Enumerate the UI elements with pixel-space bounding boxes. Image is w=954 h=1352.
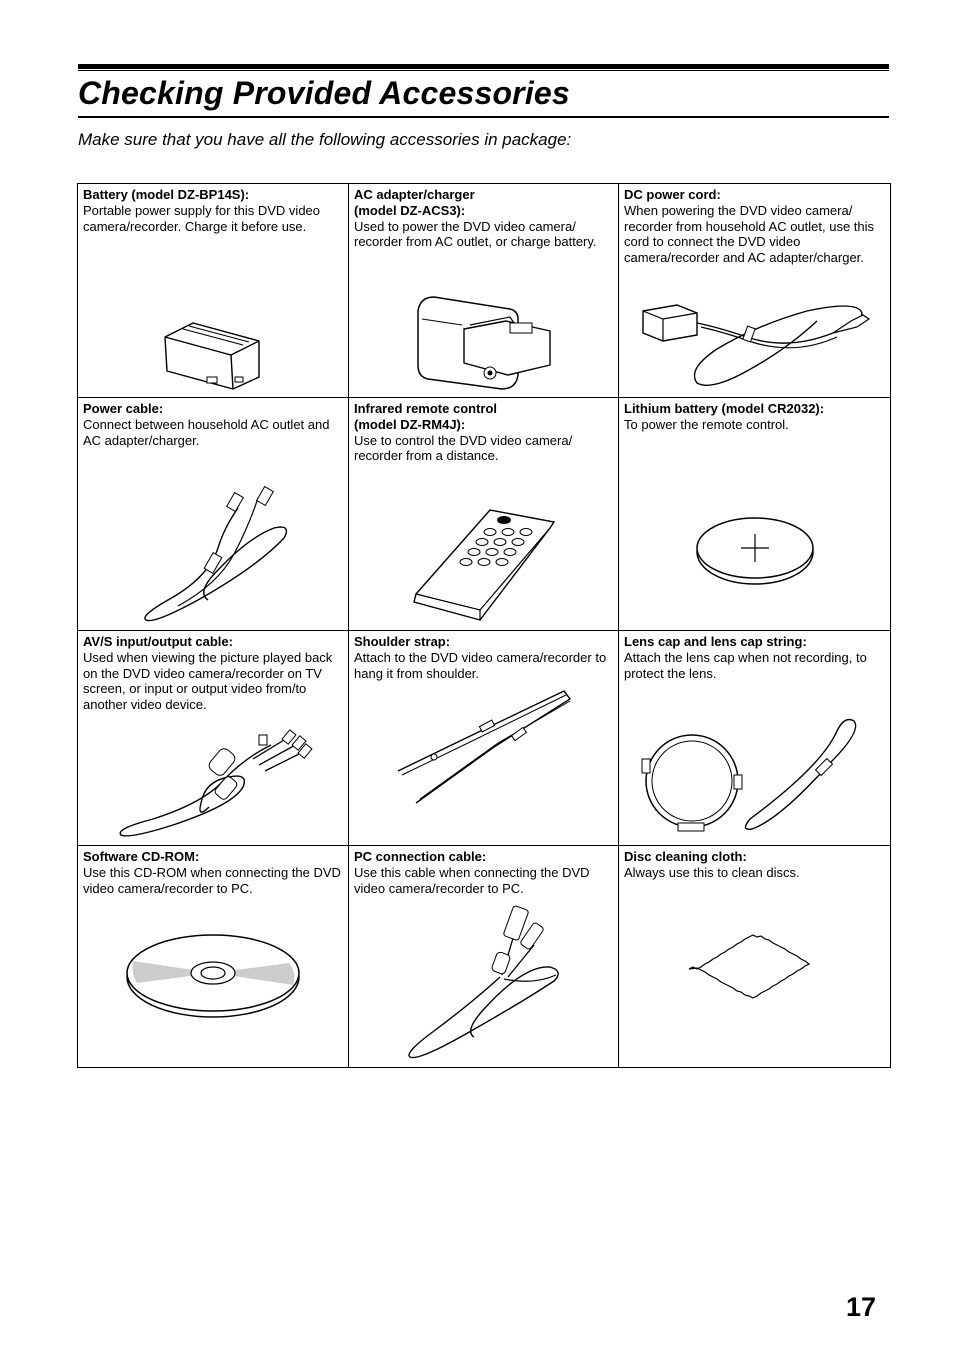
top-rule: [78, 64, 889, 69]
intro-text: Make sure that you have all the following accessories in package:: [78, 130, 572, 149]
accessory-name: DC power cord:: [624, 187, 721, 202]
accessory-cell-remote-control: [349, 398, 619, 631]
accessory-cell-cleaning-cloth: [619, 846, 891, 1068]
remote-control-icon: [410, 506, 558, 624]
accessory-cell-shoulder-strap: [349, 631, 619, 846]
accessory-name: Battery (model DZ-BP14S):: [83, 187, 250, 202]
accessory-desc: Attach to the DVD video camera/recorder to hang it from shoulder.: [354, 649, 607, 681]
accessory-name: Lens cap and lens cap string:: [624, 634, 807, 649]
top-rule-thin: [78, 70, 889, 71]
shoulder-strap-icon: [394, 687, 574, 807]
accessory-name: Power cable:: [83, 401, 164, 416]
accessory-cell-cd-rom: [78, 846, 349, 1068]
accessory-cell-battery: [78, 184, 349, 398]
page-number: 17: [846, 1292, 877, 1322]
accessory-cell-ac-adapter: [349, 184, 619, 398]
title-underline: [78, 116, 889, 118]
accessory-desc: Use to control the DVD video camera/ recorder from a distance.: [354, 432, 573, 464]
accessory-name: Software CD-ROM:: [83, 849, 200, 864]
dc-cord-icon: [637, 291, 873, 391]
cd-rom-icon: [125, 933, 301, 1017]
accessory-desc: Attach the lens cap when not recording, to protect the lens.: [624, 649, 867, 681]
cleaning-cloth-icon: [685, 933, 825, 1013]
lens-cap-icon: [640, 719, 870, 839]
accessory-cell-dc-cord: [619, 184, 891, 398]
accessory-desc: Always use this to clean discs.: [624, 864, 800, 880]
accessory-name: Lithium battery (model CR2032):: [624, 401, 825, 416]
accessory-name: Infrared remote control (model DZ-RM4J):: [354, 401, 498, 432]
battery-icon: [163, 319, 263, 391]
ac-adapter-icon: [414, 295, 554, 391]
accessory-desc: Use this cable when connecting the DVD video camera/recorder to PC.: [354, 864, 590, 896]
power-cable-icon: [138, 488, 288, 624]
accessory-cell-power-cable: [78, 398, 349, 631]
accessory-name: Disc cleaning cloth:: [624, 849, 747, 864]
accessory-desc: Used when viewing the picture played back on the DVD video camera/recorder on TV screen, or input or output video from/to another video device.: [83, 649, 333, 713]
accessory-cell-av-cable: [78, 631, 349, 846]
accessory-desc: When powering the DVD video camera/ recorder from household AC outlet, use this cord to connect the DVD video camera/recorder and AC adapter/charger.: [624, 202, 875, 266]
coin-battery-icon: [695, 516, 815, 586]
page-title: Checking Provided Accessories: [78, 75, 570, 111]
accessory-cell-usb-cable: [349, 846, 619, 1068]
accessory-name: AV/S input/output cable:: [83, 634, 233, 649]
accessory-desc: To power the remote control.: [624, 416, 789, 432]
accessory-desc: Use this CD-ROM when connecting the DVD video camera/recorder to PC.: [83, 864, 341, 896]
accessory-cell-lens-cap: [619, 631, 891, 846]
accessory-desc: Portable power supply for this DVD video camera/recorder. Charge it before use.: [83, 202, 321, 234]
usb-cable-icon: [404, 905, 564, 1061]
accessory-desc: Used to power the DVD video camera/ recorder from AC outlet, or charge battery.: [354, 218, 597, 250]
accessories-table: [77, 183, 891, 1068]
accessory-name: PC connection cable:: [354, 849, 487, 864]
accessory-cell-coin-battery: [619, 398, 891, 631]
accessory-desc: Connect between household AC outlet and AC adapter/charger.: [83, 416, 330, 448]
av-cable-icon: [113, 729, 313, 839]
accessory-name: Shoulder strap:: [354, 634, 451, 649]
accessory-name: AC adapter/charger (model DZ-ACS3):: [354, 187, 475, 218]
